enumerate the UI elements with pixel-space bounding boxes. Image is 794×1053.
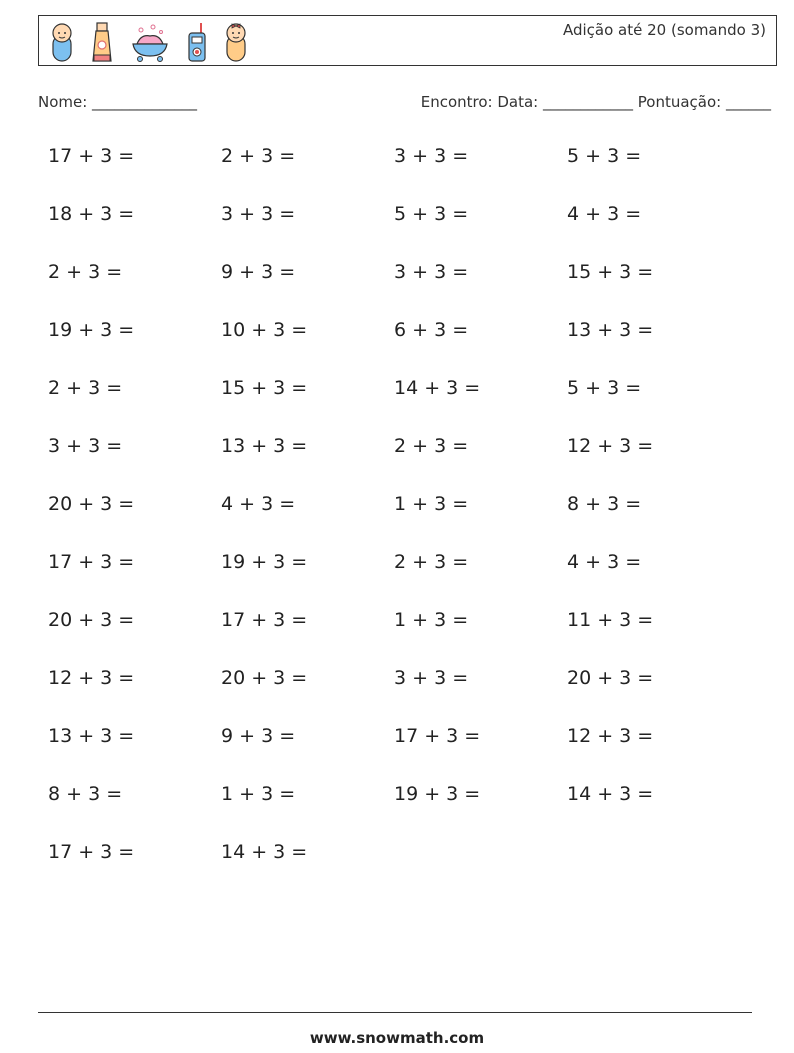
math-problem: 1 + 3 =: [394, 609, 469, 631]
math-problem: 20 + 3 =: [48, 609, 135, 631]
worksheet-title: Adição até 20 (somando 3): [562, 21, 766, 39]
math-problem: 2 + 3 =: [394, 435, 469, 457]
baby-girl-swaddled-icon: [225, 21, 247, 63]
student-info-row: [38, 93, 771, 115]
math-problem: 20 + 3 =: [567, 667, 654, 689]
math-problem: 17 + 3 =: [221, 609, 308, 631]
math-problem: 4 + 3 =: [567, 203, 642, 225]
math-problem: 13 + 3 =: [567, 319, 654, 341]
math-problem: 3 + 3 =: [394, 261, 469, 283]
baby-bath-icon: [131, 22, 169, 62]
footer-url: www.snowmath.com: [309, 1029, 485, 1047]
math-problem: 4 + 3 =: [221, 493, 296, 515]
date-score-field-label: Encontro: Data: ____________ Pontuação: ______: [420, 93, 771, 111]
name-field-label: Nome: ______________: [38, 93, 198, 111]
math-problem: 14 + 3 =: [221, 841, 308, 863]
header-icons: [51, 19, 247, 65]
math-problem: 19 + 3 =: [48, 319, 135, 341]
math-problem: 3 + 3 =: [394, 145, 469, 167]
math-problem: 6 + 3 =: [394, 319, 469, 341]
math-problem: 5 + 3 =: [567, 377, 642, 399]
math-problem: 12 + 3 =: [48, 667, 135, 689]
math-problem: 17 + 3 =: [48, 145, 135, 167]
math-problem: 5 + 3 =: [394, 203, 469, 225]
math-problem: 3 + 3 =: [48, 435, 123, 457]
math-problem: 8 + 3 =: [567, 493, 642, 515]
footer-divider: [38, 1012, 752, 1013]
math-problem: 17 + 3 =: [48, 551, 135, 573]
math-problem: 9 + 3 =: [221, 261, 296, 283]
baby-bottle-icon: [91, 21, 113, 63]
math-problem: 15 + 3 =: [567, 261, 654, 283]
math-problem: 17 + 3 =: [48, 841, 135, 863]
math-problem: 15 + 3 =: [221, 377, 308, 399]
math-problem: 13 + 3 =: [48, 725, 135, 747]
math-problem: 2 + 3 =: [48, 261, 123, 283]
baby-monitor-icon: [187, 21, 207, 63]
math-problem: 11 + 3 =: [567, 609, 654, 631]
math-problem: 10 + 3 =: [221, 319, 308, 341]
baby-swaddled-icon: [51, 21, 73, 63]
math-problem: 9 + 3 =: [221, 725, 296, 747]
math-problem: 3 + 3 =: [394, 667, 469, 689]
math-problem: 14 + 3 =: [394, 377, 481, 399]
math-problem: 13 + 3 =: [221, 435, 308, 457]
math-problem: 12 + 3 =: [567, 725, 654, 747]
math-problem: 20 + 3 =: [48, 493, 135, 515]
math-problem: 2 + 3 =: [48, 377, 123, 399]
math-problem: 4 + 3 =: [567, 551, 642, 573]
math-problem: 2 + 3 =: [221, 145, 296, 167]
math-problem: 5 + 3 =: [567, 145, 642, 167]
math-problem: 2 + 3 =: [394, 551, 469, 573]
math-problem: 17 + 3 =: [394, 725, 481, 747]
math-problem: 8 + 3 =: [48, 783, 123, 805]
math-problem: 14 + 3 =: [567, 783, 654, 805]
math-problem: 1 + 3 =: [221, 783, 296, 805]
math-problem: 19 + 3 =: [221, 551, 308, 573]
math-problem: 3 + 3 =: [221, 203, 296, 225]
math-problem: 19 + 3 =: [394, 783, 481, 805]
worksheet-header: [38, 15, 777, 66]
math-problem: 20 + 3 =: [221, 667, 308, 689]
math-problem: 18 + 3 =: [48, 203, 135, 225]
math-problem: 1 + 3 =: [394, 493, 469, 515]
math-problem: 12 + 3 =: [567, 435, 654, 457]
